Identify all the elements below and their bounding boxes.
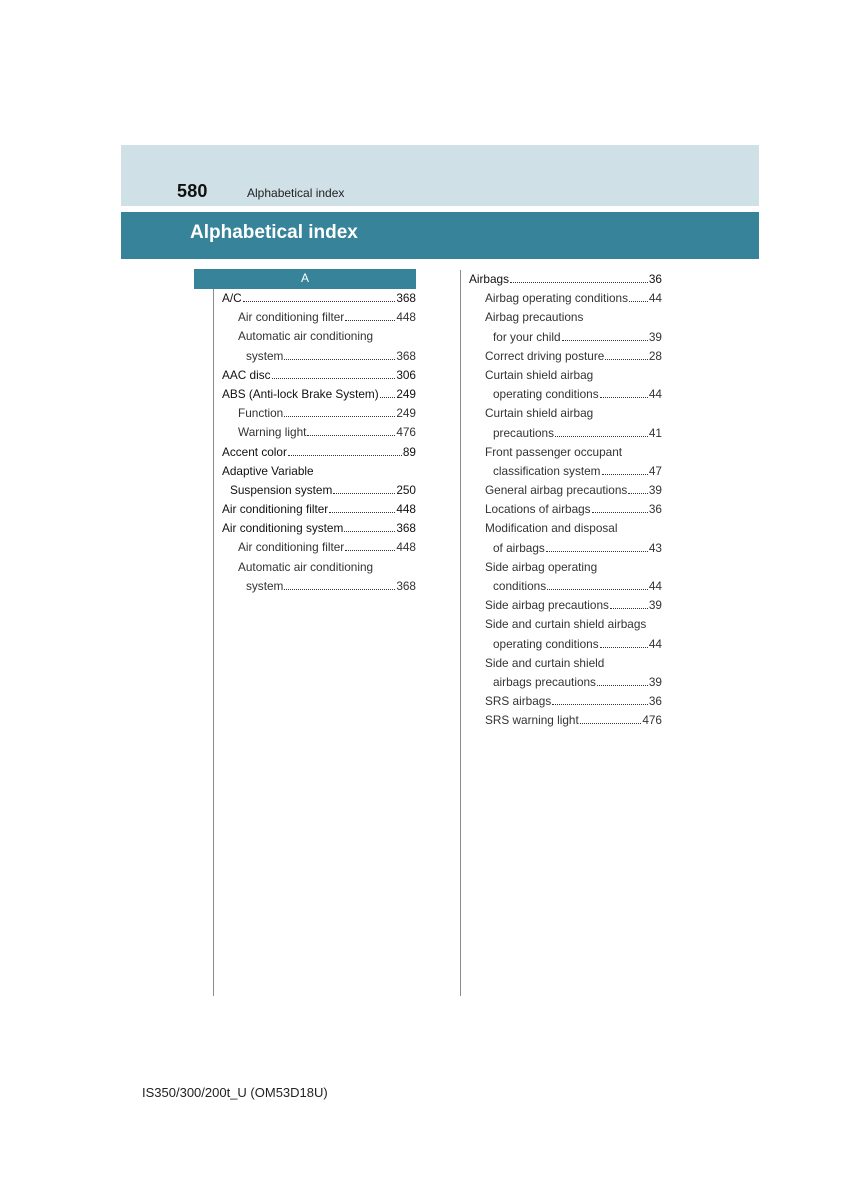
index-entry — [469, 366, 662, 385]
index-entry-page: 36 — [648, 272, 662, 286]
index-entry-label: Air conditioning filter — [222, 502, 329, 517]
index-entry-label: AAC disc — [222, 367, 271, 382]
index-entry-page: 306 — [396, 367, 416, 382]
index-entry — [469, 481, 662, 500]
index-entry-label: classification system — [493, 463, 601, 478]
page-title: Alphabetical index — [190, 222, 358, 243]
index-entry — [222, 558, 416, 577]
index-entry-label: Adaptive Variable — [222, 463, 314, 478]
dot-leader — [610, 608, 648, 609]
dot-leader — [307, 435, 395, 436]
index-entry — [469, 673, 662, 692]
index-entry-page: 47 — [648, 463, 662, 478]
index-entry-label: Airbag operating conditions — [485, 291, 628, 306]
index-entry — [222, 519, 416, 538]
index-entry-label: SRS airbags — [485, 694, 552, 709]
index-entry-label: Air conditioning filter — [238, 540, 345, 555]
index-entry-label: Side and curtain shield airbags — [485, 617, 647, 632]
dot-leader — [333, 493, 395, 494]
index-entry-label: operating conditions — [493, 387, 599, 402]
index-entry-label: conditions — [493, 579, 547, 593]
index-entry-label: Modification and disposal — [485, 521, 618, 536]
index-entry — [222, 308, 416, 327]
index-entry-label: Airbag precautions — [485, 310, 584, 325]
index-entry-label: airbags precautions — [493, 674, 596, 689]
index-entry-page: 39 — [648, 598, 662, 613]
index-entry-page: 43 — [648, 540, 662, 555]
dot-leader — [284, 416, 395, 417]
index-entry — [469, 539, 662, 558]
dot-leader — [629, 301, 648, 302]
title-bar — [121, 212, 759, 259]
index-entry-label: ABS (Anti-lock Brake System) — [222, 386, 379, 401]
index-entry — [469, 654, 662, 673]
index-entry-page: 368 — [396, 578, 416, 593]
index-entry-label: Suspension system — [230, 482, 333, 497]
dot-leader — [547, 589, 648, 590]
index-entry — [469, 443, 662, 462]
index-entry-label: Front passenger occupant — [485, 444, 623, 459]
index-entry-page: 448 — [396, 540, 416, 555]
dot-leader — [605, 359, 648, 360]
index-entry-page: 44 — [648, 291, 662, 306]
dot-leader — [345, 320, 395, 321]
dot-leader — [272, 378, 396, 379]
index-entry — [222, 481, 416, 500]
dot-leader — [284, 589, 395, 590]
footer-model-code: IS350/300/200t_U (OM53D18U) — [142, 1085, 328, 1100]
dot-leader — [243, 301, 396, 302]
index-entry-page: 249 — [396, 406, 416, 421]
dot-leader — [602, 474, 648, 475]
index-entry-label: Air conditioning filter — [238, 310, 345, 325]
index-entry — [222, 443, 416, 462]
index-entry — [469, 596, 662, 615]
index-entry-page: 39 — [648, 483, 662, 498]
index-entry-page: 448 — [396, 310, 416, 325]
index-entry-label: Correct driving posture — [485, 348, 605, 363]
index-entry — [222, 423, 416, 442]
index-entry-page: 368 — [396, 348, 416, 363]
header-band — [121, 145, 759, 206]
index-entry-page: 368 — [396, 521, 416, 536]
index-entry-page: 39 — [648, 329, 662, 344]
index-column-right — [469, 270, 662, 731]
index-entry — [222, 366, 416, 385]
index-entry — [222, 538, 416, 557]
index-entry-label: precautions — [493, 425, 554, 440]
dot-leader — [628, 493, 648, 494]
index-entry-label: system — [246, 578, 284, 593]
index-entry — [469, 577, 662, 596]
index-entry-label: Function — [238, 406, 284, 421]
index-entry — [469, 347, 662, 366]
index-entry-page: 476 — [396, 425, 416, 440]
index-entry-label: Side airbag operating — [485, 559, 598, 574]
index-entry-label: Warning light — [238, 425, 307, 440]
index-entry — [222, 500, 416, 519]
index-entry-page: 368 — [396, 291, 416, 305]
index-column-left — [222, 289, 416, 596]
index-entry — [469, 308, 662, 327]
index-entry-label: Curtain shield airbag — [485, 406, 594, 421]
dot-leader — [592, 512, 648, 513]
index-entry-label: Curtain shield airbag — [485, 367, 594, 382]
index-entry-label: A/C — [222, 291, 242, 305]
index-entry-label: operating conditions — [493, 636, 599, 651]
index-entry-label: SRS warning light — [485, 713, 579, 728]
page-number: 580 — [177, 181, 208, 201]
index-entry-label: Automatic air conditioning — [238, 329, 374, 344]
dot-leader — [597, 685, 648, 686]
index-entry-label: Locations of airbags — [485, 502, 591, 517]
index-entry — [469, 711, 662, 730]
index-entry-label: Airbags — [469, 272, 509, 286]
dot-leader — [555, 436, 648, 437]
dot-leader — [546, 551, 648, 552]
index-entry — [469, 615, 662, 634]
index-entry — [222, 327, 416, 346]
index-entry — [469, 692, 662, 711]
index-entry-page: 476 — [642, 713, 662, 728]
index-entry-page: 89 — [402, 444, 416, 459]
index-entry-page: 44 — [648, 387, 662, 402]
index-entry — [469, 289, 662, 308]
dot-leader — [344, 531, 395, 532]
column-divider-right — [460, 270, 461, 996]
index-entry-label: Side and curtain shield — [485, 655, 605, 670]
index-letter-heading: A — [194, 269, 416, 289]
dot-leader — [329, 512, 395, 513]
index-entry-page: 39 — [648, 674, 662, 689]
dot-leader — [284, 359, 395, 360]
index-entry-label: Side airbag precautions — [485, 598, 609, 613]
index-entry-page: 250 — [396, 482, 416, 497]
index-entry — [222, 289, 416, 308]
index-entry — [469, 462, 662, 481]
dot-leader — [562, 340, 648, 341]
dot-leader — [600, 647, 648, 648]
index-entry-label: of airbags — [493, 540, 545, 555]
index-entry-page: 36 — [648, 502, 662, 517]
index-entry-label: Air conditioning system — [222, 521, 344, 536]
dot-leader — [345, 550, 395, 551]
index-entry — [222, 347, 416, 366]
index-entry — [222, 404, 416, 423]
index-entry-label: Accent color — [222, 444, 287, 459]
dot-leader — [510, 282, 648, 283]
index-entry-page: 44 — [648, 579, 662, 593]
running-header-title: Alphabetical index — [247, 186, 345, 200]
dot-leader — [380, 397, 396, 398]
index-entry — [469, 385, 662, 404]
index-entry — [469, 404, 662, 423]
index-entry — [469, 328, 662, 347]
dot-leader — [552, 704, 648, 705]
index-entry — [222, 385, 416, 404]
index-entry-label: system — [246, 348, 284, 363]
dot-leader — [580, 723, 642, 724]
index-entry — [469, 270, 662, 289]
index-entry-page: 28 — [648, 348, 662, 363]
index-entry — [469, 500, 662, 519]
index-entry-page: 36 — [648, 694, 662, 709]
index-entry-page: 44 — [648, 636, 662, 651]
index-entry — [469, 519, 662, 538]
index-entry — [469, 558, 662, 577]
index-entry-page: 448 — [396, 502, 416, 517]
index-entry — [222, 577, 416, 596]
index-entry-page: 41 — [648, 425, 662, 440]
index-entry — [469, 424, 662, 443]
index-entry — [469, 635, 662, 654]
index-entry-page: 249 — [396, 386, 416, 401]
index-entry-label: General airbag precautions — [485, 483, 628, 498]
index-entry — [222, 462, 416, 481]
dot-leader — [600, 397, 648, 398]
index-entry-label: Automatic air conditioning — [238, 559, 374, 574]
dot-leader — [288, 455, 402, 456]
index-entry-label: for your child — [493, 329, 561, 344]
column-divider-left — [213, 289, 214, 996]
